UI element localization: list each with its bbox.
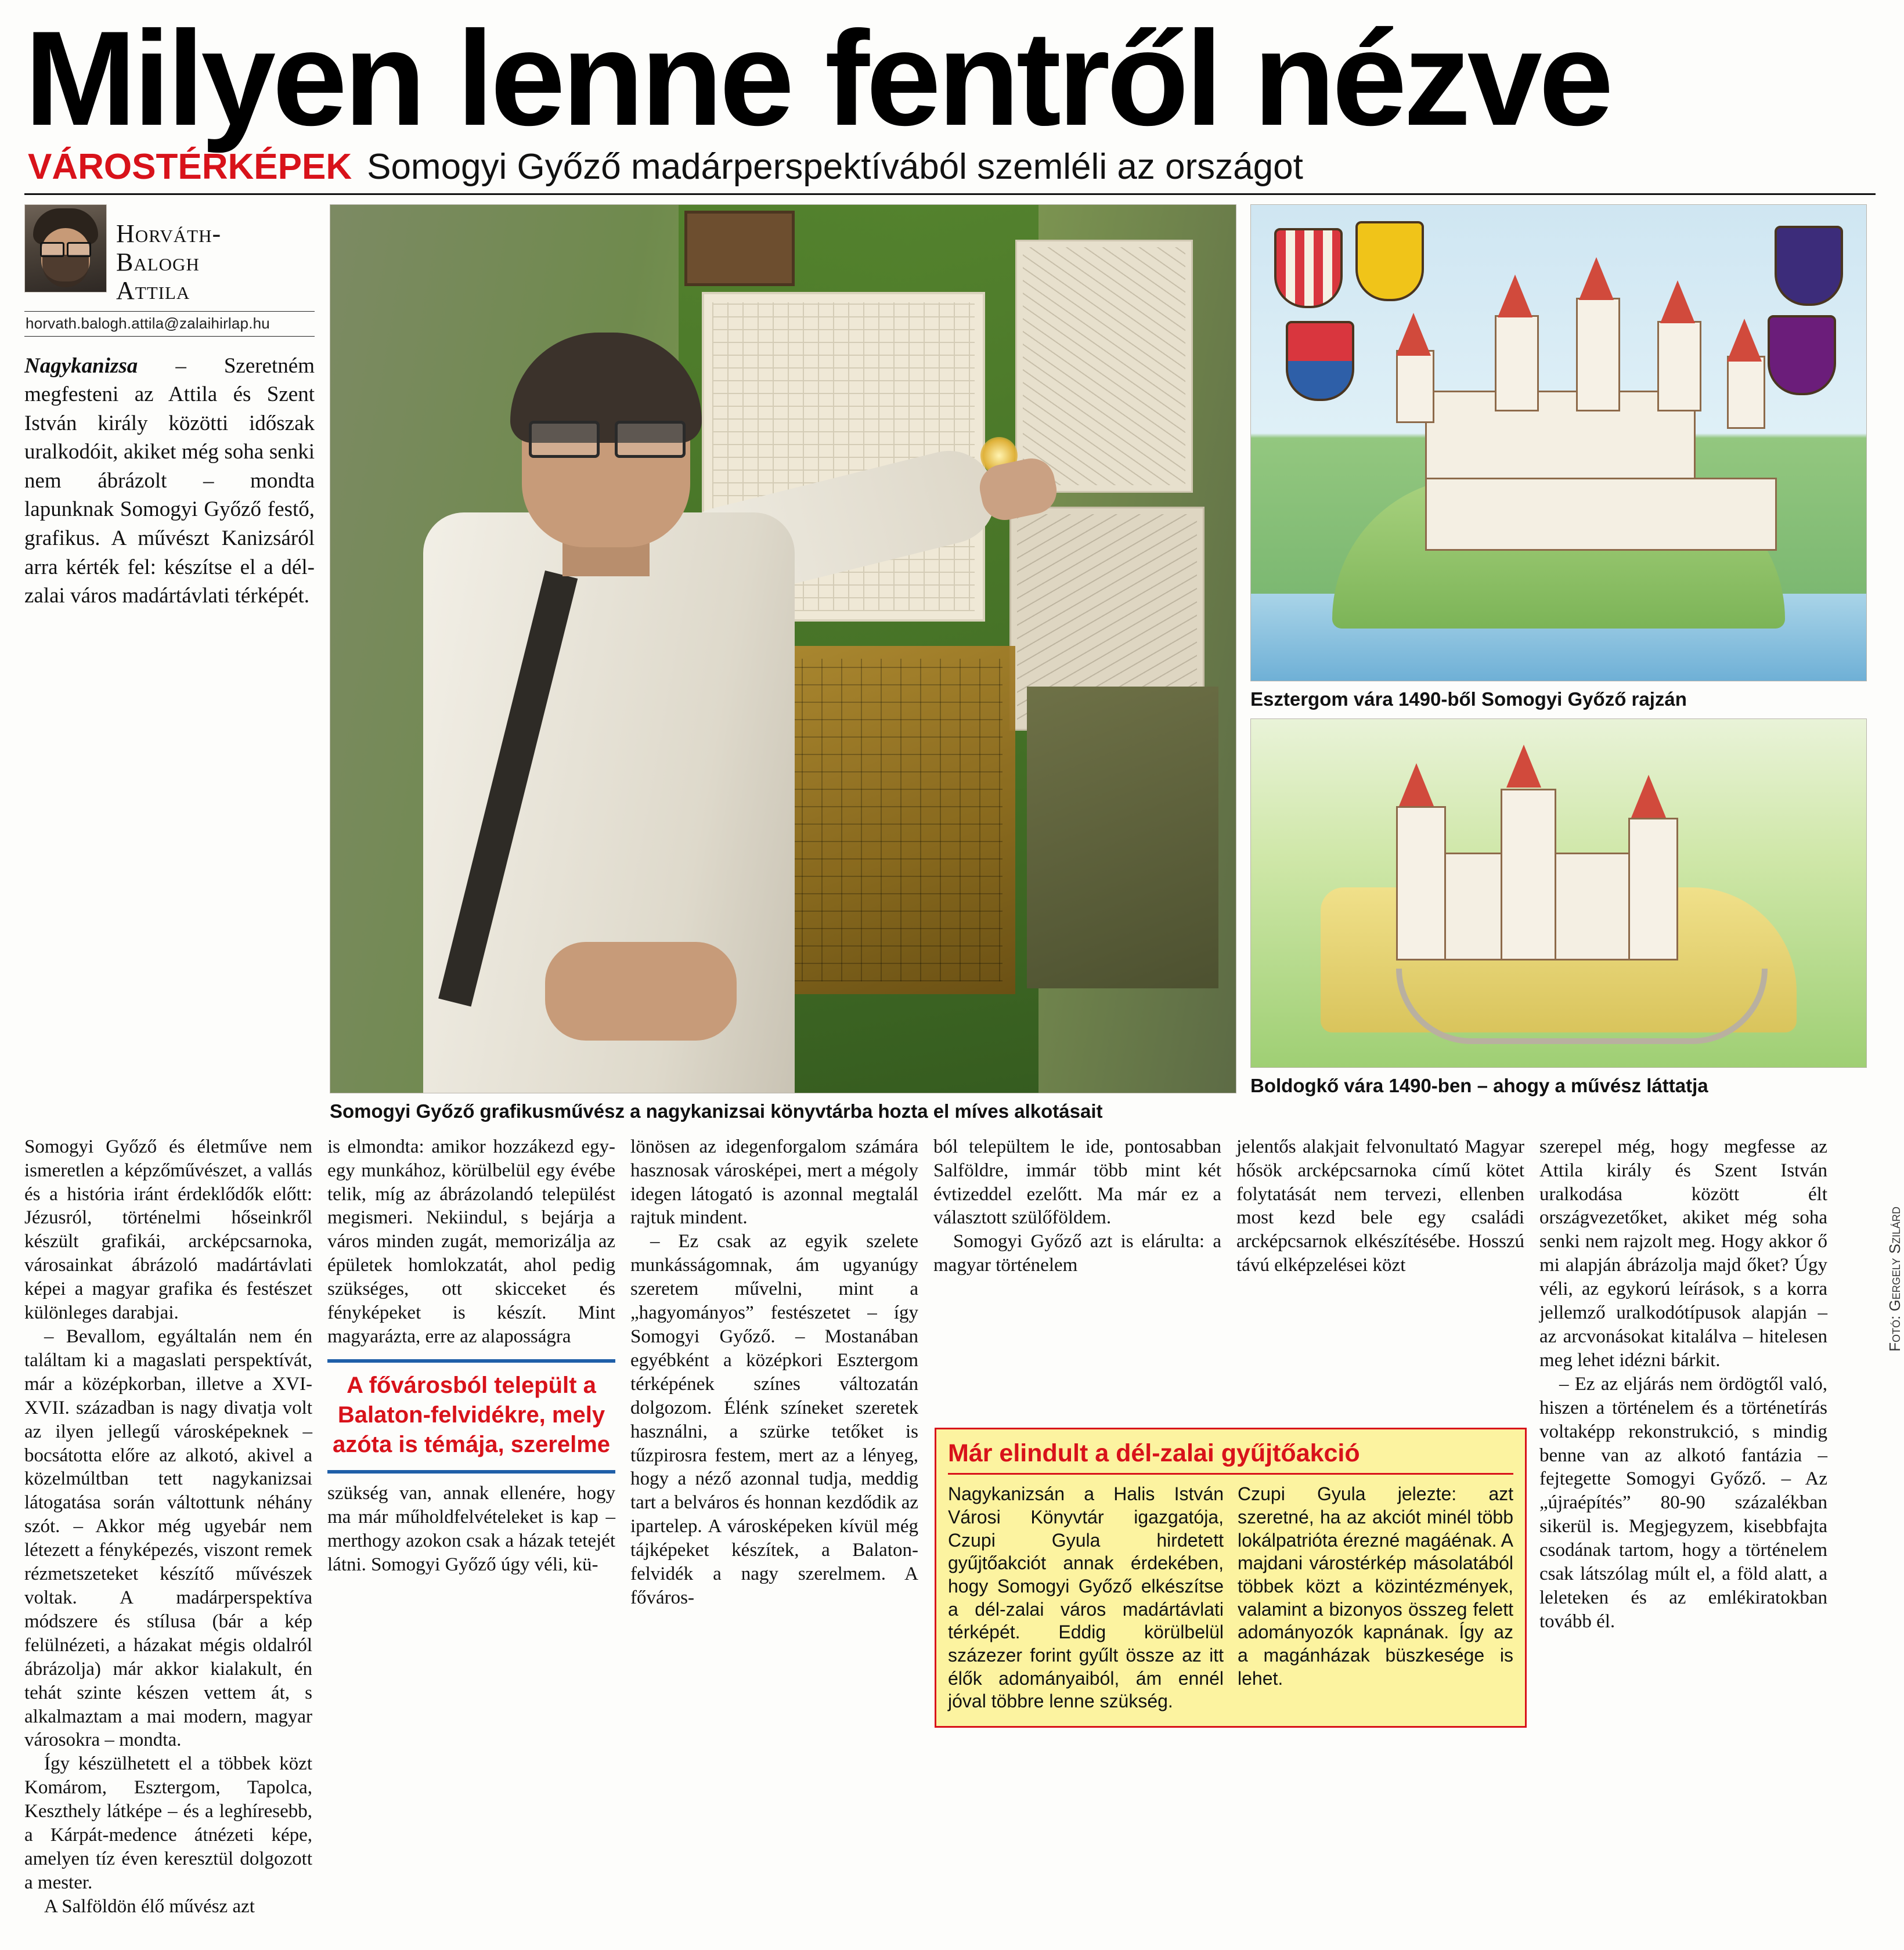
paragraph: – Ez csak az egyik szelete munkásságomnak, ám ugyanúgy szeretem művelni, mint a „hagyományos” festészetet – így Somogyi Győző. – Mostanában egyébként a középkori Esztergom térképének színes változatán dolgozom. Élénk színeket szeretek használni, a szürke tetőket is tűzpirosra festem, mert az a lényeg, hogy a néző azonnal tudja, meddig tart a belváros és honnan kezdődik az ipartelep. A városképeken kívül még tájképeket készítek, a Balaton-felvidék a nagy szerelmem. A főváros- xyxy=(630,1231,918,1608)
byline-column xyxy=(24,204,315,611)
photo-credit: Fotó: Gergely Szilárd xyxy=(1886,1206,1903,1352)
article-column-2 xyxy=(327,1135,615,1577)
author-name-line2: Balogh xyxy=(116,248,200,277)
paragraph: Így készülhetett el a többek közt Komárom, Esztergom, Tapolca, Keszthely látképe – és a leghíresebb, a Kárpát-medence átnézeti képe, amelyen tíz éven keresztül dolgozott a mester. xyxy=(24,1753,312,1893)
author-email[interactable]: horvath.balogh.attila@zalaihirlap.hu xyxy=(24,311,315,337)
paragraph: Somogyi Győző és életműve nem ismeretlen a képzőművészet, a vallás és a história iránt érdeklődők előtt: Jézusról, történelmi hőseinkről készült grafikái, arcképcsarnoka, városainkat ábrázoló madártávlati képei a magyar grafika és festészet különleges darabjai. xyxy=(24,1136,312,1324)
info-box-rule xyxy=(948,1473,1513,1475)
main-photo xyxy=(330,204,1236,1093)
article-column-4 xyxy=(933,1135,1221,1277)
author-name-line1: Horváth- xyxy=(116,219,222,248)
artwork-boldogko-caption: Boldogkő vára 1490-ben – ahogy a művész láttatja xyxy=(1250,1074,1708,1096)
paragraph: – Bevallom, egyáltalán nem én találtam ki a magaslati perspektívát, már a középkorban, illetve a XVI-XVII. században is nagy divatja volt az ilyen jellegű városképeknek – bocsátotta előre az alkotó, akivel a közelmúltban tett nagykanizsai látogatása során váltottunk néhány szót. – Akkor még ugyebár nem létezett a fényképezés, viszont remek rézmetszeteket készítő művészek voltak. A madárperspektíva módszere és stílusa (bár a kép felülnézeti, a házakat mégis oldalról ábrázolja) már akkor kialakult, én tehát szinte készen vettem át, s alkalmaztam a mai modern, magyar városokra – mondta. xyxy=(24,1326,312,1751)
article-column-6 xyxy=(1539,1135,1827,1634)
paragraph: is elmondta: amikor hozzákezd egy-egy munkához, körülbelül egy évébe telik, míg az ábrázolandó települést megismeri. Nekiindul, s bejárja a város minden zugát, memorizálja az épületek homlokzatát, ahol pedig szükséges, ott skicceket és fényképeket is készít. Mint magyarázta, erre az alaposságra xyxy=(327,1136,615,1347)
info-box-title: Már elindult a dél-zalai gyűjtőakció xyxy=(948,1439,1360,1467)
paragraph: ból települtem le ide, pontosabban Salföldre, immár több mint két évtizeddel ezelőtt. Ma már ez a választott szülőföldem. xyxy=(933,1136,1221,1229)
page-title: Milyen lenne fentről nézve xyxy=(24,3,1610,154)
info-box-text-1: Nagykanizsán a Halis István Városi Könyvtár igazgatója, Czupi Gyula hirdetett gyűjtőakciót annak érdekében, hogy Somogyi Győző elkészítse a dél-zalai város madártávlati térképét. Eddig körülbelül százezer forint gyűlt össze az itt élők adományaiból, ám ennél jóval többre lenne szükség. xyxy=(948,1483,1224,1712)
paragraph: szükség van, annak ellenére, hogy ma már műholdfelvételeket is kap – merthogy azokon csak a házak tetejét látni. Somogyi Győző úgy véli, kü- xyxy=(327,1483,615,1576)
pullquote: A fővárosból települt a Balaton-felvidékre, mely azóta is témája, szerelme xyxy=(332,1372,611,1458)
paragraph: A Salföldön élő művész azt xyxy=(44,1895,255,1917)
paragraph: – Ez az eljárás nem ördögtől való, hiszen a történelem és a történetírás voltaképp rekonstrukció, s mindig benne van az alkotó fantázia – fejtegette Somogyi Győző. – Az „újraépítés” 80-90 százalékban sikerül is. Megjegyzem, kisebbfajta csodának tartom, hogy a történelem csak látszólag múlt el, a föld alatt, a leleteken és az emlékiratokban tovább él. xyxy=(1539,1373,1827,1632)
photo-subject-person xyxy=(400,269,818,1093)
pullquote-top-rule xyxy=(327,1359,615,1363)
avatar xyxy=(24,204,107,292)
article-column-5 xyxy=(1236,1135,1524,1277)
lead-text: – Szeretném megfesteni az Attila és Szent István király közötti időszak uralkodóit, akiket még soha senki nem ábrázolt – mondta lapunknak Somogyi Győző festő, grafikus. A művészt Kanizsáról arra kérték fel: készítse el a dél-zalai város madártávlati térképét. xyxy=(24,353,315,608)
paragraph: jelentős alakjait felvonultató Magyar hősök arcképcsarnoka című kötet folytatását nem tervezi, ellenben most kezd bele egy családi arcképcsarnok elkészítésébe. Hosszú távú elképzelései közt xyxy=(1236,1136,1524,1276)
byline-block xyxy=(24,204,315,305)
author-name xyxy=(116,204,221,305)
paragraph: lönösen az idegenforgalom számára hasznosak városképei, mert a mégoly idegen látogató is azonnal megtalál rajtuk mindent. xyxy=(630,1136,918,1229)
paragraph: Somogyi Győző azt is elárulta: a magyar történelem xyxy=(933,1231,1221,1276)
lead-paragraph xyxy=(24,352,315,611)
artwork-esztergom-caption: Esztergom vára 1490-ből Somogyi Győző rajzán xyxy=(1250,688,1687,710)
dateline: Nagykanizsa xyxy=(24,353,138,378)
section-label: VÁROSTÉRKÉPEK xyxy=(28,146,352,187)
author-name-line3: Attila xyxy=(116,276,190,305)
article-column-3 xyxy=(630,1135,918,1610)
subtitle: Somogyi Győző madárperspektívából szemléli az országot xyxy=(367,146,1303,187)
info-box-text-2: Czupi Gyula jelezte: azt szeretné, ha az akciót minél több lokálpatrióta érezné magáénak. A majdani várostérkép másolatából többek közt a közintézmények, valamint a bizonyos összeg felett adományozók kapnának. Így az a magánházak büszkesége is lehet. xyxy=(1238,1483,1513,1689)
article-column-1 xyxy=(24,1135,312,1919)
paragraph: szerepel még, hogy megfesse az Attila király és Szent István uralkodása között élt országvezetőket, akiket még soha senki nem rajzolt meg. Hogy akkor ő mi alapján ábrázolja majd őket? Úgy véli, az egykorú leírások, s a korra jellemző uralkodótípusok alapján – az arcvonásokat kitalálva – hitelesen meg lehet idézni bárkit. xyxy=(1539,1136,1827,1371)
main-photo-column xyxy=(330,204,1235,1122)
header-divider xyxy=(24,193,1876,195)
main-photo-caption: Somogyi Győző grafikusművész a nagykanizsai könyvtárba hozta el míves alkotásait xyxy=(330,1100,1103,1122)
info-box xyxy=(935,1428,1527,1728)
pullquote-bottom-rule xyxy=(327,1470,615,1474)
artwork-esztergom xyxy=(1250,204,1867,681)
